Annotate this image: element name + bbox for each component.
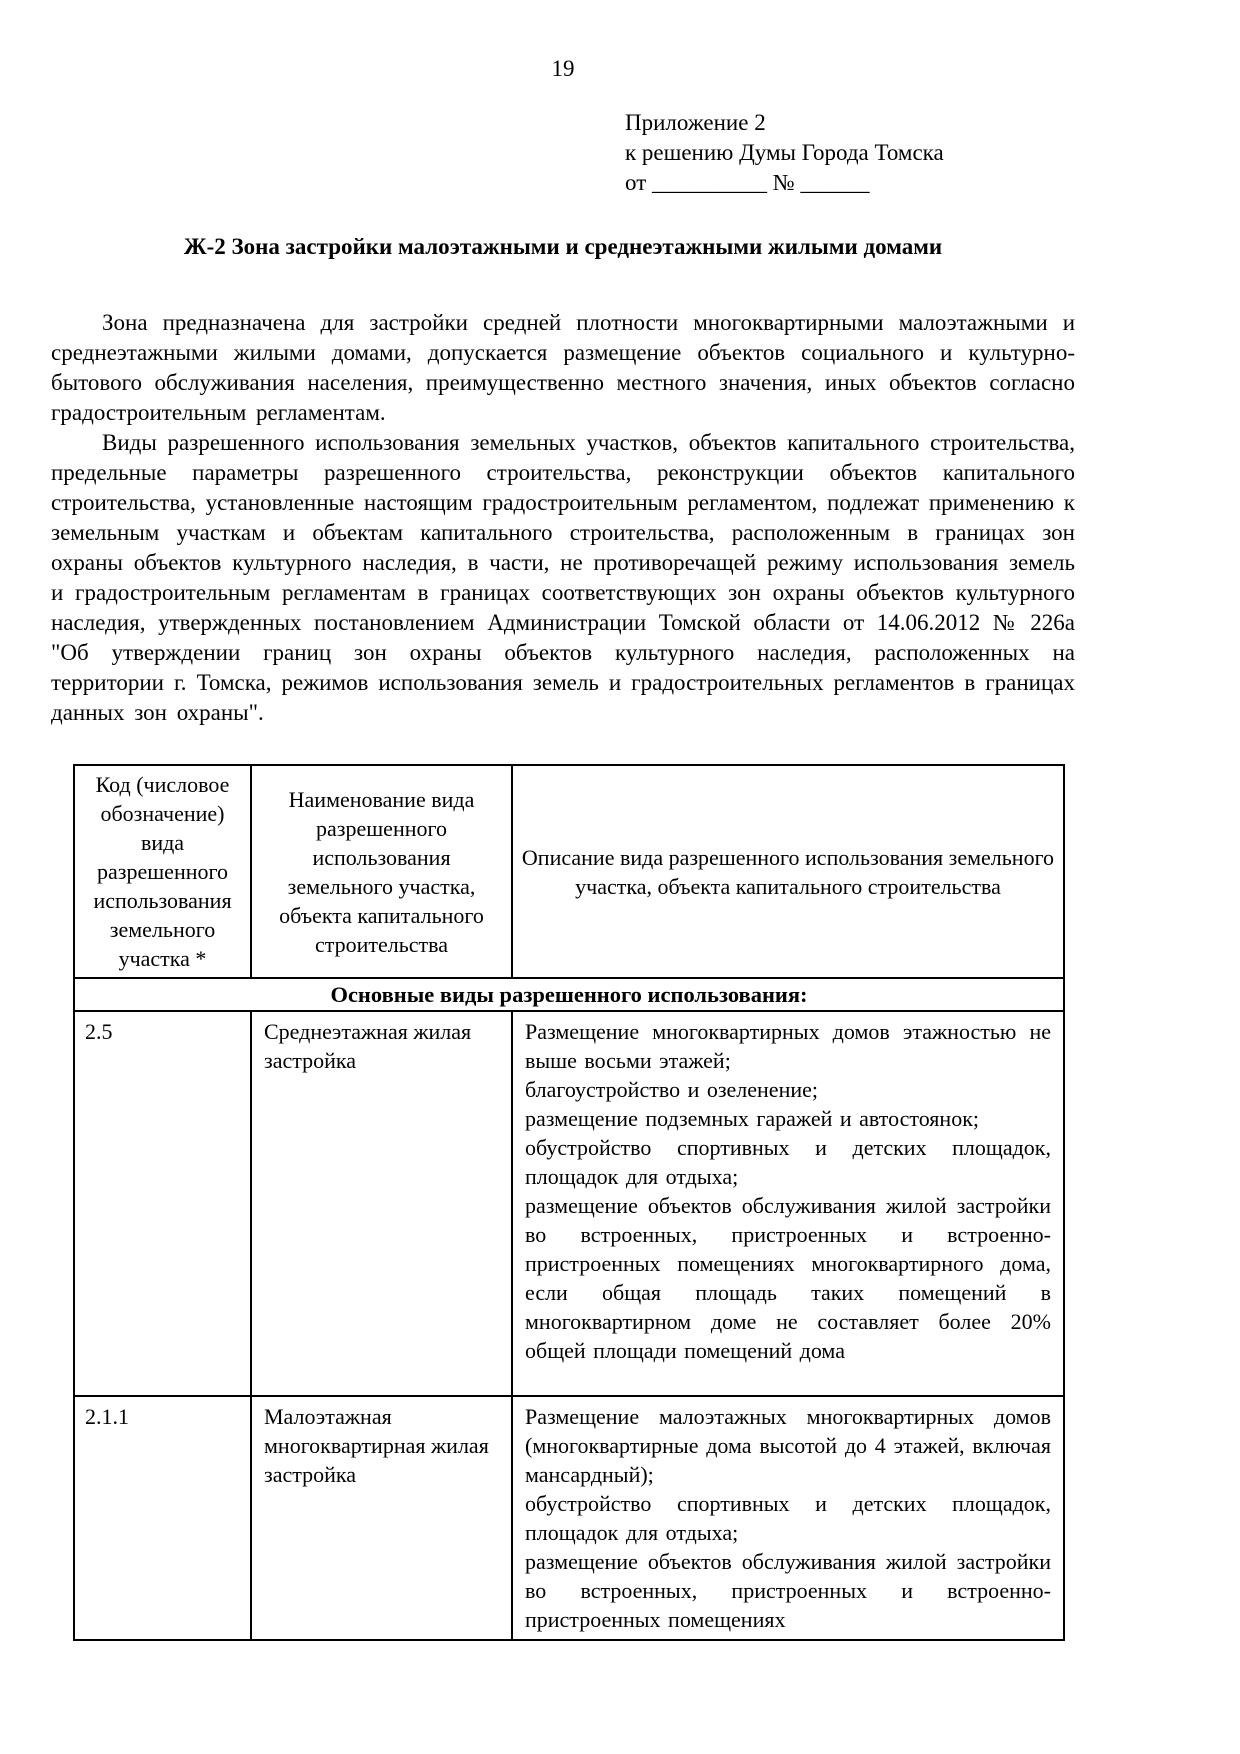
description-clause: Размещение малоэтажных многоквартирных домов (многоквартирные дома высотой до 4 этажей, включая мансардный); xyxy=(525,1404,1051,1487)
table-section-title: Основные виды разрешенного использования: xyxy=(74,978,1064,1011)
document-title: Ж-2 Зона застройки малоэтажными и среднеэтажными жилыми домами xyxy=(183,234,943,259)
table-header-description: Описание вида разрешенного использования земельного участка, объекта капитального строительства xyxy=(512,765,1064,978)
table-row-2-5 xyxy=(74,1011,1064,1396)
appendix-block xyxy=(625,108,1075,198)
description-clause: размещение объектов обслуживания жилой застройки во встроенных, пристроенных и встроенно-пристроенных помещениях многоквартирного дома, если общая площадь таких помещений в многоквартирном доме не составляет более 20% общей площади помещений дома xyxy=(525,1193,1051,1363)
row-code: 2.1.1 xyxy=(74,1396,251,1640)
table-header-code: Код (числовое обозначение) вида разрешенного использования земельного участка * xyxy=(74,765,251,978)
description-clause: размещение подземных гаражей и автостоянок; xyxy=(525,1106,979,1131)
table-section-row xyxy=(74,978,1064,1011)
row-description xyxy=(512,1396,1064,1640)
table-header-row xyxy=(74,765,1064,978)
description-clause: обустройство спортивных и детских площадок, площадок для отдыха; xyxy=(525,1135,1051,1189)
paragraph-permitted-use-regulations: Виды разрешенного использования земельных участков, объектов капитального строительства, предельные параметры разрешенного строительства, реконструкции объектов капитального строительства, установленные настоящим градостроительным регламентом, подлежат применению к земельным участкам и объектам капитального строительства, расположенным в границах зон охраны объектов культурного наследия, в части, не противоречащей режиму использования земель и градостроительным регламентам в границах соответствующих зон охраны объектов культурного наследия, утвержденных постановлением Администрации Томской области от 14.06.2012 № 226а "Об утверждении границ зон охраны объектов культурного наследия, расположенных на территории г. Томска, режимов использования земель и градостроительных регламентов в границах данных зон охраны". xyxy=(51,430,1075,725)
appendix-line-1: Приложение 2 xyxy=(625,110,766,135)
row-name: Малоэтажная многоквартирная жилая застройка xyxy=(251,1396,512,1640)
page-number: 19 xyxy=(551,56,575,81)
description-clause: Размещение многоквартирных домов этажностью не выше восьми этажей; xyxy=(525,1019,1051,1073)
table-row-2-1-1 xyxy=(74,1396,1064,1640)
row-code: 2.5 xyxy=(74,1011,251,1396)
row-description xyxy=(512,1011,1064,1396)
permitted-use-table xyxy=(73,764,1065,1641)
description-clause: размещение объектов обслуживания жилой застройки во встроенных, пристроенных и встроенно-пристроенных помещениях xyxy=(525,1549,1051,1632)
appendix-line-3: от __________ № ______ xyxy=(625,170,870,195)
description-clause: благоустройство и озеленение; xyxy=(525,1077,818,1102)
appendix-line-2: к решению Думы Города Томска xyxy=(625,140,944,165)
row-name: Среднеэтажная жилая застройка xyxy=(251,1011,512,1396)
table-header-name: Наименование вида разрешенного использования земельного участка, объекта капитального строительства xyxy=(251,765,512,978)
description-clause: обустройство спортивных и детских площадок, площадок для отдыха; xyxy=(525,1491,1051,1545)
paragraph-zone-purpose: Зона предназначена для застройки средней плотности многоквартирными малоэтажными и среднеэтажными жилыми домами, допускается размещение объектов социального и культурно-бытового обслуживания населения, преимущественно местного значения, иных объектов согласно градостроительным регламентам. xyxy=(51,310,1075,425)
